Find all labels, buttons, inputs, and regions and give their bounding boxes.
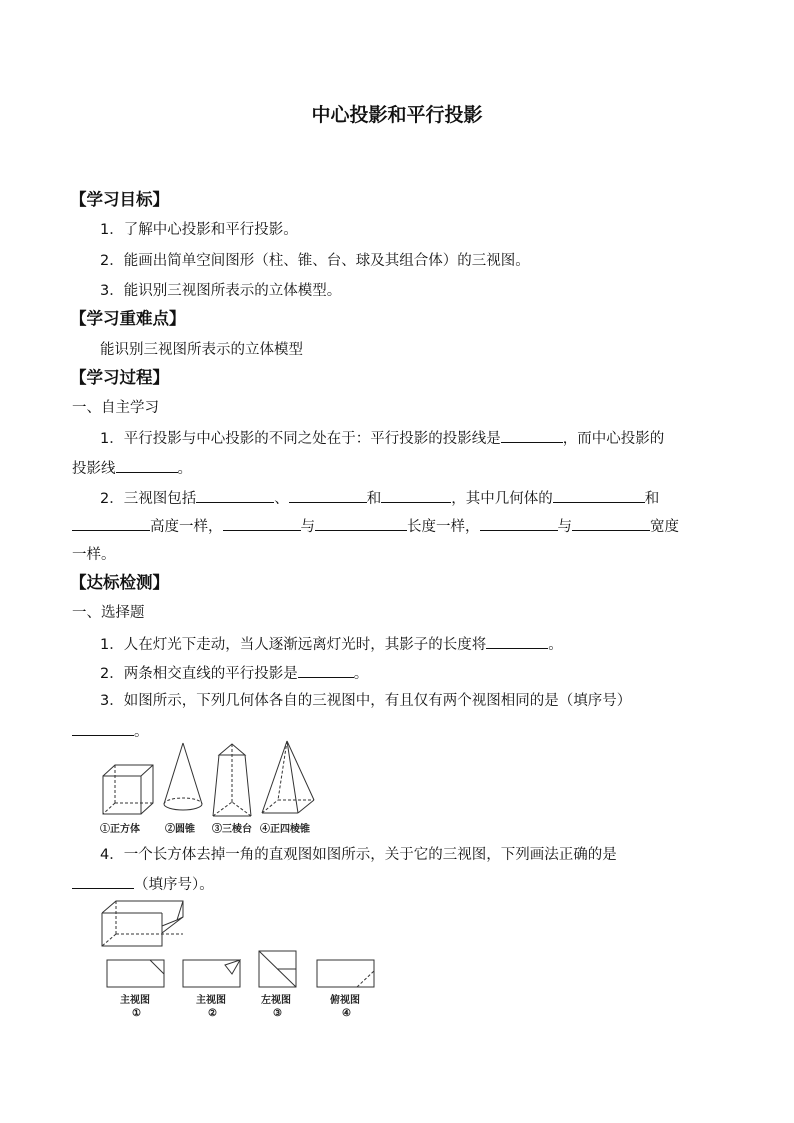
figure2-label-3: 左视图 bbox=[261, 995, 291, 1006]
answer-blank[interactable] bbox=[289, 487, 367, 503]
figure2-label-1: 主视图 bbox=[120, 995, 150, 1006]
process-q2-with-2: 与 bbox=[557, 519, 572, 535]
cube-drawing bbox=[103, 765, 153, 814]
answer-blank[interactable] bbox=[72, 873, 134, 889]
solids-figure bbox=[95, 738, 335, 838]
cone-drawing bbox=[164, 743, 202, 810]
figure1-label-4: ④正四棱锥 bbox=[260, 824, 310, 835]
answer-blank[interactable] bbox=[501, 427, 563, 443]
figure2-number-4: ④ bbox=[342, 1008, 351, 1019]
answer-blank[interactable] bbox=[72, 720, 134, 736]
figure2-number-1: ① bbox=[132, 1008, 141, 1019]
test-q1-end: 。 bbox=[548, 637, 563, 653]
test-q1-text: 1．人在灯光下走动，当人逐渐远离灯光时，其影子的长度将 bbox=[100, 637, 487, 653]
process-q2-text-e: 宽度 bbox=[650, 519, 679, 535]
process-q2-sep: 、 bbox=[274, 491, 289, 507]
view-option-2 bbox=[183, 960, 240, 987]
process-q2-and-2: 和 bbox=[644, 491, 660, 507]
key-point-text: 能识别三视图所表示的立体模型 bbox=[100, 342, 303, 358]
test-q2-end: 。 bbox=[353, 666, 369, 682]
goal-item-3: 3．能识别三视图所表示的立体模型。 bbox=[100, 283, 342, 299]
process-q1-text-b: ，而中心投影的 bbox=[562, 431, 665, 447]
process-question-1-line-2 bbox=[72, 457, 192, 479]
test-q3-end: 。 bbox=[134, 724, 149, 740]
figure2-label-4: 俯视图 bbox=[330, 995, 360, 1006]
test-subheading: 一、选择题 bbox=[72, 605, 145, 621]
view-option-3 bbox=[259, 951, 296, 987]
test-question-2 bbox=[100, 662, 368, 684]
answer-blank[interactable] bbox=[298, 662, 354, 678]
figure2-number-2: ② bbox=[208, 1008, 217, 1019]
process-q2-text-a: 2．三视图包括 bbox=[100, 491, 197, 507]
process-q2-text-c: 高度一样， bbox=[150, 519, 223, 535]
figure2-label-2: 主视图 bbox=[196, 995, 226, 1006]
answer-blank[interactable] bbox=[72, 515, 150, 531]
test-q4-text-b: （填序号）。 bbox=[134, 877, 214, 893]
answer-blank[interactable] bbox=[116, 457, 178, 473]
process-q2-with: 与 bbox=[300, 519, 315, 535]
answer-blank[interactable] bbox=[196, 487, 274, 503]
goal-item-1: 1．了解中心投影和平行投影。 bbox=[100, 222, 298, 238]
section-heading-process: 【学习过程】 bbox=[70, 368, 169, 387]
figure1-label-2: ②圆锥 bbox=[165, 824, 195, 835]
process-q1-end: 。 bbox=[177, 461, 192, 477]
process-q1-text-c: 投影线 bbox=[72, 461, 116, 477]
process-q2-text-d: 长度一样， bbox=[407, 519, 480, 535]
cut-cuboid-drawing bbox=[102, 901, 183, 946]
answer-blank[interactable] bbox=[553, 487, 645, 503]
process-question-1-line-1 bbox=[100, 427, 664, 449]
test-question-1 bbox=[100, 633, 563, 655]
answer-blank[interactable] bbox=[381, 487, 451, 503]
process-question-2-line-2 bbox=[72, 515, 679, 537]
goal-item-2: 2．能画出简单空间图形（柱、锥、台、球及其组合体）的三视图。 bbox=[100, 253, 530, 269]
process-q2-and: 和 bbox=[366, 491, 382, 507]
test-question-4-line-2 bbox=[72, 873, 214, 895]
figure1-label-1: ①正方体 bbox=[100, 824, 140, 835]
cuboid-views-figure bbox=[95, 893, 385, 1023]
answer-blank[interactable] bbox=[480, 515, 558, 531]
answer-blank[interactable] bbox=[486, 633, 548, 649]
view-option-4 bbox=[317, 960, 374, 987]
triangular-frustum-drawing bbox=[213, 744, 251, 816]
section-heading-test: 【达标检测】 bbox=[70, 573, 169, 592]
answer-blank[interactable] bbox=[572, 515, 650, 531]
view-option-1 bbox=[107, 960, 164, 987]
answer-blank[interactable] bbox=[223, 515, 301, 531]
figure1-label-3: ③三棱台 bbox=[212, 824, 252, 835]
process-q2-text-b: ，其中几何体的 bbox=[451, 491, 553, 507]
process-question-2-line-3: 一样。 bbox=[72, 547, 116, 563]
section-heading-goals: 【学习目标】 bbox=[70, 190, 169, 209]
figure2-number-3: ③ bbox=[273, 1008, 282, 1019]
test-q2-text: 2．两条相交直线的平行投影是 bbox=[100, 666, 298, 682]
answer-blank[interactable] bbox=[315, 515, 407, 531]
process-q1-text-a: 1．平行投影与中心投影的不同之处在于：平行投影的投影线是 bbox=[100, 431, 501, 447]
process-question-2-line-1 bbox=[100, 487, 659, 509]
page-title: 中心投影和平行投影 bbox=[311, 104, 483, 126]
square-pyramid-drawing bbox=[262, 741, 314, 813]
test-question-4-line-1: 4．一个长方体去掉一角的直观图如图所示，关于它的三视图，下列画法正确的是 bbox=[100, 847, 617, 863]
section-heading-key-points: 【学习重难点】 bbox=[70, 309, 186, 328]
process-subheading: 一、自主学习 bbox=[72, 400, 159, 416]
test-question-3-line-1: 3．如图所示，下列几何体各自的三视图中，有且仅有两个视图相同的是（填序号） bbox=[100, 693, 632, 709]
